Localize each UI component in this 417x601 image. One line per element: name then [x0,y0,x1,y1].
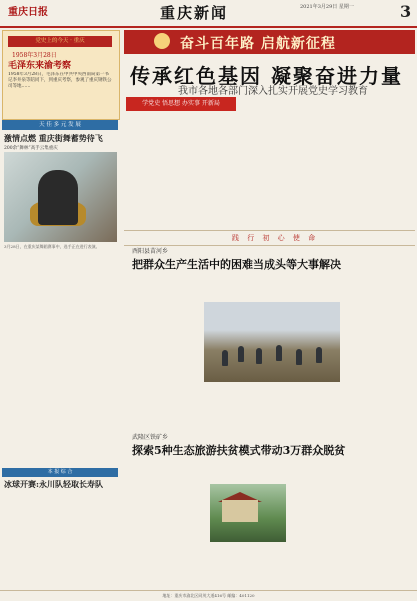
person-figure [296,349,302,365]
person-figure [222,350,228,366]
left-headline-hockey: 冰球开赛:永川队轻取长寿队 [4,479,103,489]
person-figure [238,346,244,362]
main-headline: 传承红色基因 凝聚奋进力量 [130,64,403,88]
dance-photo-caption: 3月28日，在重庆某舞蹈赛事中，选手正在进行表演。 [4,244,100,249]
person-figure [256,348,262,364]
main-banner-text: 奋斗百年路 启航新征程 [180,36,336,52]
page-number: 3 [400,2,412,21]
village-house [222,500,258,522]
field-photo [204,302,340,382]
main-subheadline: 我市各地各部门深入扎实开展党史学习教育 [178,86,368,97]
article2-headline: 把群众生产生活中的困难当成头等大事解决 [132,258,341,271]
section-title: 重庆新闻 [160,4,229,22]
person-figure [316,347,322,363]
article3-headline: 探索5种生态旅游扶贫模式带动3万群众脱贫 [132,444,346,457]
left-section-bar: 天 佳 多 元 发 展 [2,120,118,130]
left-subhead-dance: 200余“舞林”高手云集重庆 [4,146,58,151]
history-today-ribbon: 党史上的今天 · 重庆 [8,36,112,47]
dancer-figure-body [38,170,78,225]
section-divider-text: 践 行 初 心 使 命 [232,234,319,242]
masthead-rule [0,26,417,28]
article2-label: 酉阳县苗河乡 [132,248,169,255]
page-footer: 地址：重庆市渝北区同茂大道416号 邮编：401120 [0,590,417,601]
date-line: 2021年3月29日 星期一 [300,4,354,10]
slogan-box: 学党史 悟思想 办实事 开新局 [126,97,236,111]
left-headline-dance: 激情点燃 重庆街舞蓄势待飞 [4,133,103,143]
newspaper-logo: 重庆日报 [8,7,48,18]
left-section-bar-2: 本 报 综 合 [2,468,118,477]
history-today-headline: 毛泽东来渝考察 [8,61,72,71]
history-today-date: 1958年3月28日 [12,52,57,59]
party-emblem-icon [154,33,170,49]
article3-label: 武隆区铁矿乡 [132,434,169,441]
person-figure [276,345,282,361]
history-today-text: 1958年3月28日，毛泽东在中共中央西南局第一书记李井泉等陪同下，到重庆考察，参观了重庆钢铁公司等地…… [8,72,112,89]
